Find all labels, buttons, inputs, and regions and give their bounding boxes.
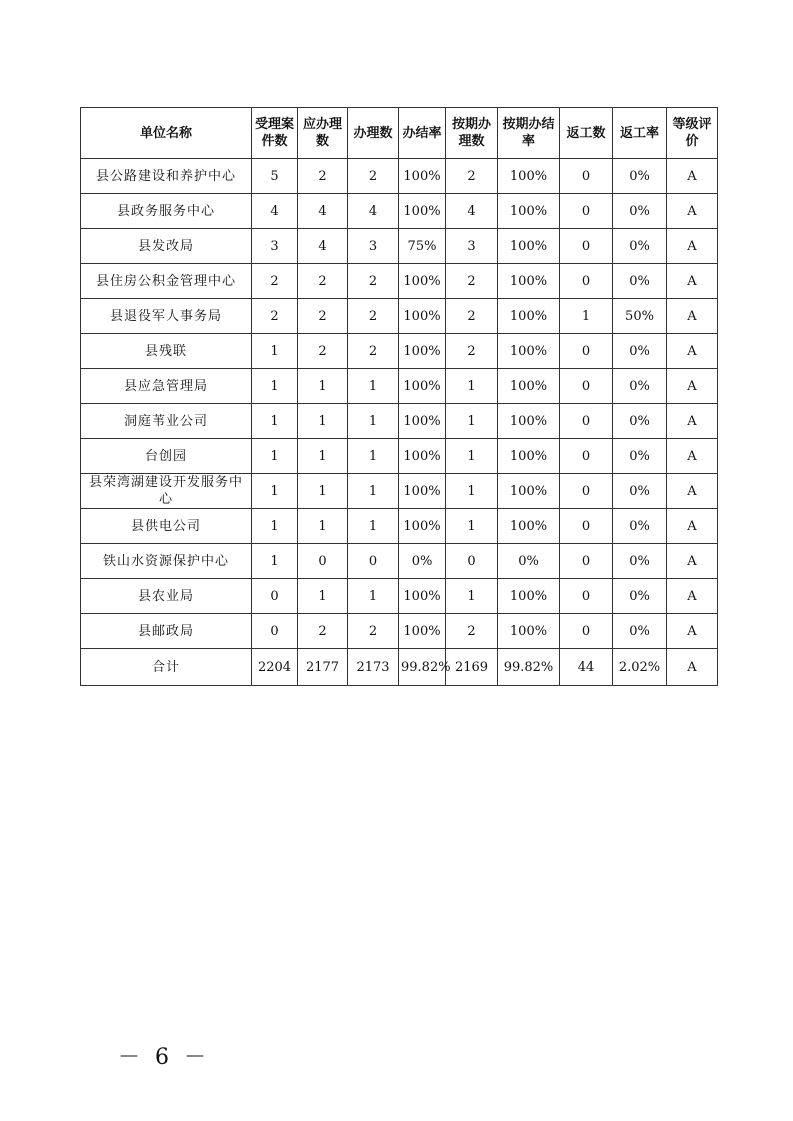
table-body: [81, 159, 718, 686]
value-cell: 0: [560, 369, 613, 404]
value-cell: A: [667, 404, 718, 439]
value-cell: 2: [252, 299, 298, 334]
value-cell: 3: [348, 229, 399, 264]
value-cell: A: [667, 159, 718, 194]
value-cell: 100%: [498, 474, 560, 509]
value-cell: 1: [252, 404, 298, 439]
value-cell: 1: [298, 369, 348, 404]
value-cell: 1: [298, 474, 348, 509]
header-cell: 按期办结率: [498, 108, 560, 159]
value-cell: 0%: [613, 579, 667, 614]
value-cell: 2: [348, 299, 399, 334]
value-cell: 75%: [399, 229, 446, 264]
value-cell: A: [667, 369, 718, 404]
value-cell: 0%: [613, 404, 667, 439]
header-cell: 等级评价: [667, 108, 718, 159]
unit-name-cell: 合计: [81, 649, 252, 686]
value-cell: 100%: [498, 159, 560, 194]
value-cell: 0%: [613, 544, 667, 579]
unit-name-cell: 县农业局: [81, 579, 252, 614]
value-cell: 0: [252, 614, 298, 649]
value-cell: 1: [298, 404, 348, 439]
value-cell: 1: [446, 509, 498, 544]
value-cell: 0: [560, 404, 613, 439]
value-cell: 100%: [399, 159, 446, 194]
value-cell: A: [667, 509, 718, 544]
header-cell: 办理数: [348, 108, 399, 159]
value-cell: 100%: [399, 264, 446, 299]
value-cell: 2: [446, 334, 498, 369]
value-cell: 2: [446, 264, 498, 299]
value-cell: 0%: [613, 369, 667, 404]
value-cell: 2: [298, 159, 348, 194]
value-cell: 1: [252, 509, 298, 544]
value-cell: 0%: [613, 229, 667, 264]
value-cell: 0: [560, 194, 613, 229]
value-cell: 1: [348, 509, 399, 544]
value-cell: 100%: [399, 404, 446, 439]
value-cell: 2: [348, 614, 399, 649]
value-cell: 100%: [498, 194, 560, 229]
value-cell: A: [667, 334, 718, 369]
value-cell: 0%: [613, 334, 667, 369]
table-row: [81, 614, 718, 649]
value-cell: 100%: [498, 334, 560, 369]
value-cell: A: [667, 194, 718, 229]
unit-name-cell: 县应急管理局: [81, 369, 252, 404]
value-cell: 100%: [498, 369, 560, 404]
value-cell: 2177: [298, 649, 348, 686]
table-row: [81, 229, 718, 264]
value-cell: A: [667, 614, 718, 649]
value-cell: 2: [252, 264, 298, 299]
value-cell: 100%: [498, 509, 560, 544]
value-cell: 1: [560, 299, 613, 334]
value-cell: 0: [560, 159, 613, 194]
unit-name-cell: 县荣湾湖建设开发服务中心: [81, 474, 252, 509]
value-cell: 4: [446, 194, 498, 229]
statistics-table: [80, 107, 718, 686]
table-row: [81, 579, 718, 614]
value-cell: A: [667, 229, 718, 264]
table-header-row: [81, 108, 718, 159]
unit-name-cell: 县住房公积金管理中心: [81, 264, 252, 299]
unit-name-cell: 县供电公司: [81, 509, 252, 544]
value-cell: 3: [446, 229, 498, 264]
value-cell: 0: [298, 544, 348, 579]
table-total-row: [81, 649, 718, 686]
value-cell: 2: [298, 334, 348, 369]
table-row: [81, 299, 718, 334]
value-cell: 100%: [498, 229, 560, 264]
value-cell: 1: [348, 404, 399, 439]
value-cell: 2.02%: [613, 649, 667, 686]
value-cell: 2169: [446, 649, 498, 686]
header-cell: 单位名称: [81, 108, 252, 159]
value-cell: 1: [348, 474, 399, 509]
value-cell: 0%: [613, 474, 667, 509]
unit-name-cell: 县退役军人事务局: [81, 299, 252, 334]
value-cell: 44: [560, 649, 613, 686]
value-cell: 100%: [399, 579, 446, 614]
value-cell: 0%: [613, 194, 667, 229]
value-cell: 0%: [399, 544, 446, 579]
table-row: [81, 194, 718, 229]
value-cell: 1: [252, 369, 298, 404]
value-cell: 100%: [399, 194, 446, 229]
value-cell: 1: [446, 474, 498, 509]
value-cell: 1: [446, 439, 498, 474]
value-cell: 50%: [613, 299, 667, 334]
table-row: [81, 159, 718, 194]
value-cell: 2204: [252, 649, 298, 686]
value-cell: 1: [446, 579, 498, 614]
value-cell: 99.82%: [399, 649, 446, 686]
value-cell: 0%: [613, 614, 667, 649]
table-row: [81, 264, 718, 299]
value-cell: 0: [560, 614, 613, 649]
value-cell: 100%: [498, 299, 560, 334]
value-cell: A: [667, 264, 718, 299]
value-cell: 1: [348, 439, 399, 474]
unit-name-cell: 台创园: [81, 439, 252, 474]
value-cell: 0: [560, 474, 613, 509]
value-cell: 0%: [613, 159, 667, 194]
table-row: [81, 474, 718, 509]
value-cell: 5: [252, 159, 298, 194]
value-cell: 100%: [498, 439, 560, 474]
value-cell: 3: [252, 229, 298, 264]
header-cell: 返工数: [560, 108, 613, 159]
value-cell: A: [667, 474, 718, 509]
value-cell: 0: [560, 579, 613, 614]
table-row: [81, 404, 718, 439]
value-cell: 2: [348, 334, 399, 369]
value-cell: 2: [298, 299, 348, 334]
header-cell: 按期办理数: [446, 108, 498, 159]
value-cell: 100%: [399, 369, 446, 404]
value-cell: 2173: [348, 649, 399, 686]
value-cell: 0%: [613, 509, 667, 544]
value-cell: 1: [252, 474, 298, 509]
value-cell: 1: [252, 544, 298, 579]
value-cell: 0: [560, 439, 613, 474]
value-cell: 100%: [399, 299, 446, 334]
value-cell: 1: [348, 369, 399, 404]
value-cell: 1: [252, 439, 298, 474]
value-cell: 2: [446, 159, 498, 194]
table-row: [81, 544, 718, 579]
value-cell: A: [667, 299, 718, 334]
value-cell: 100%: [399, 614, 446, 649]
value-cell: 2: [348, 264, 399, 299]
value-cell: 0%: [613, 264, 667, 299]
value-cell: 2: [348, 159, 399, 194]
table-row: [81, 439, 718, 474]
header-cell: 应办理数: [298, 108, 348, 159]
value-cell: 0: [446, 544, 498, 579]
value-cell: A: [667, 579, 718, 614]
unit-name-cell: 县残联: [81, 334, 252, 369]
value-cell: A: [667, 649, 718, 686]
value-cell: 1: [298, 509, 348, 544]
table-row: [81, 334, 718, 369]
unit-name-cell: 县公路建设和养护中心: [81, 159, 252, 194]
unit-name-cell: 洞庭苇业公司: [81, 404, 252, 439]
table-row: [81, 509, 718, 544]
value-cell: 2: [298, 614, 348, 649]
unit-name-cell: 县邮政局: [81, 614, 252, 649]
value-cell: 100%: [399, 509, 446, 544]
value-cell: 4: [298, 194, 348, 229]
value-cell: 100%: [498, 614, 560, 649]
value-cell: 0: [560, 544, 613, 579]
value-cell: 0: [252, 579, 298, 614]
value-cell: 4: [298, 229, 348, 264]
value-cell: 1: [446, 404, 498, 439]
value-cell: 4: [252, 194, 298, 229]
value-cell: 2: [446, 614, 498, 649]
value-cell: 4: [348, 194, 399, 229]
value-cell: 0: [560, 334, 613, 369]
value-cell: 100%: [399, 334, 446, 369]
value-cell: 100%: [399, 439, 446, 474]
value-cell: 0: [560, 229, 613, 264]
unit-name-cell: 县政务服务中心: [81, 194, 252, 229]
value-cell: 100%: [498, 404, 560, 439]
unit-name-cell: 铁山水资源保护中心: [81, 544, 252, 579]
value-cell: 0: [348, 544, 399, 579]
value-cell: A: [667, 544, 718, 579]
table-row: [81, 369, 718, 404]
page-number: － 6 －: [118, 1045, 210, 1070]
value-cell: 1: [298, 439, 348, 474]
value-cell: 100%: [399, 474, 446, 509]
value-cell: 99.82%: [498, 649, 560, 686]
value-cell: 1: [298, 579, 348, 614]
value-cell: 100%: [498, 579, 560, 614]
header-cell: 返工率: [613, 108, 667, 159]
value-cell: 2: [446, 299, 498, 334]
value-cell: 1: [348, 579, 399, 614]
value-cell: 0%: [613, 439, 667, 474]
value-cell: A: [667, 439, 718, 474]
value-cell: 0%: [498, 544, 560, 579]
value-cell: 0: [560, 509, 613, 544]
value-cell: 100%: [498, 264, 560, 299]
header-cell: 受理案件数: [252, 108, 298, 159]
value-cell: 0: [560, 264, 613, 299]
unit-name-cell: 县发改局: [81, 229, 252, 264]
header-cell: 办结率: [399, 108, 446, 159]
value-cell: 1: [446, 369, 498, 404]
value-cell: 1: [252, 334, 298, 369]
value-cell: 2: [298, 264, 348, 299]
